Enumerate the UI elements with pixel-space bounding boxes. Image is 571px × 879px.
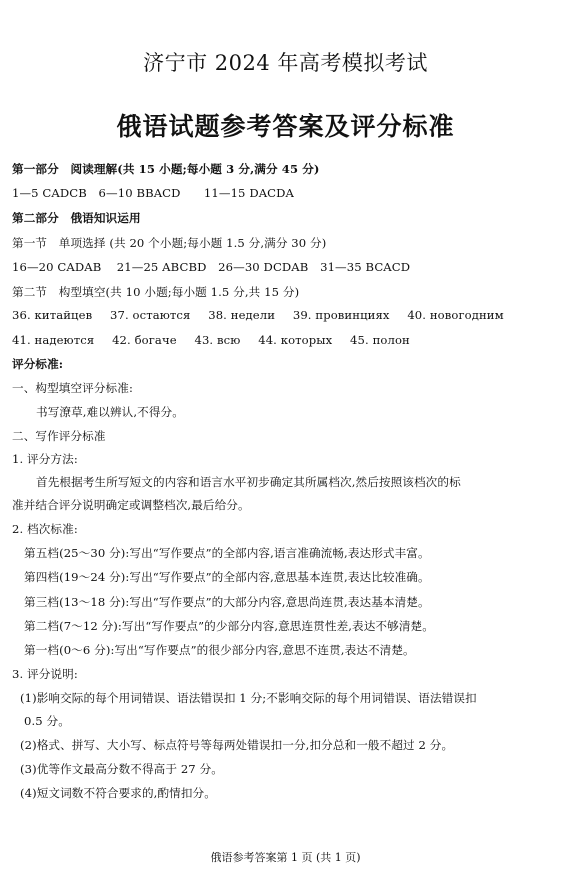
part1-heading: 第一部分 阅读理解(共 15 小题;每小题 3 分,满分 45 分)	[12, 162, 320, 176]
method-text-line-2: 准并结合评分说明确定或调整档次,最后给分。	[12, 498, 250, 512]
part2-heading: 第二部分 俄语知识运用	[12, 211, 141, 225]
answer-43: 43. всю	[194, 333, 241, 347]
answer-45: 45. полон	[350, 333, 410, 347]
notes-heading: 3. 评分说明:	[12, 667, 78, 681]
document-title: 俄语试题参考答案及评分标准	[116, 112, 455, 141]
grade-4: 第四档(19～24 分):写出“写作要点”的全部内容,意思基本连贯,表达比较准确。	[24, 570, 430, 584]
section2-heading: 第二节 构型填空(共 10 小题;每小题 1.5 分,共 15 分)	[12, 285, 300, 299]
fill-answers-row-1	[12, 307, 561, 323]
writing-criteria-heading: 二、写作评分标准	[12, 429, 106, 443]
answer-39: 39. провинциях	[292, 308, 390, 322]
method-text-line-1: 首先根据考生所写短文的内容和语言水平初步确定其所属档次,然后按照该档次的标	[36, 475, 461, 489]
answer-38: 38. недели	[208, 308, 276, 322]
fill-answers-row-2	[12, 332, 561, 348]
answer-36: 36. китайцев	[12, 308, 93, 322]
grade-1: 第一档(0～6 分):写出“写作要点”的很少部分内容,意思不连贯,表达不清楚。	[24, 643, 415, 657]
note-3: (3)优等作文最高分数不得高于 27 分。	[20, 762, 223, 776]
fill-criteria-heading: 一、构型填空评分标准:	[12, 381, 133, 395]
fill-criteria-rule: 书写潦草,难以辨认,不得分。	[36, 405, 184, 419]
grade-2: 第二档(7～12 分):写出“写作要点”的少部分内容,意思连贯性差,表达不够清楚。	[24, 619, 434, 633]
section1-heading: 第一节 单项选择 (共 20 个小题;每小题 1.5 分,满分 30 分)	[12, 236, 327, 250]
answer-42: 42. богаче	[112, 333, 177, 347]
answer-41: 41. надеются	[12, 333, 95, 347]
note-2: (2)格式、拼写、大小写、标点符号等每两处错误扣一分,扣分总和一般不超过 2 分。	[20, 738, 454, 752]
grade-3: 第三档(13～18 分):写出“写作要点”的大部分内容,意思尚连贯,表达基本清楚。	[24, 595, 430, 609]
page-footer: 俄语参考答案第 1 页 (共 1 页)	[210, 851, 361, 864]
answer-40: 40. новогодним	[407, 308, 504, 322]
grade-heading: 2. 档次标准:	[12, 522, 78, 536]
exam-title: 济宁市 2024 年高考模拟考试	[143, 51, 428, 75]
part1-answers: 1—5 CADCB 6—10 BBACD 11—15 DACDA	[12, 186, 295, 200]
note-1-line-1: (1)影响交际的每个用词错误、语法错误扣 1 分;不影响交际的每个用词错误、语法错误扣	[20, 691, 477, 705]
method-heading: 1. 评分方法:	[12, 452, 78, 466]
criteria-heading: 评分标准:	[12, 357, 64, 371]
grade-5: 第五档(25～30 分):写出“写作要点”的全部内容,语言准确流畅,表达形式丰富。	[24, 546, 430, 560]
note-1-line-2: 0.5 分。	[24, 714, 70, 728]
answer-37: 37. остаются	[110, 308, 191, 322]
answer-44: 44. которых	[258, 333, 333, 347]
note-4: (4)短文词数不符合要求的,酌情扣分。	[20, 786, 216, 800]
section1-answers: 16—20 CADAB 21—25 ABCBD 26—30 DCDAB 31—35 BCACD	[12, 260, 411, 274]
